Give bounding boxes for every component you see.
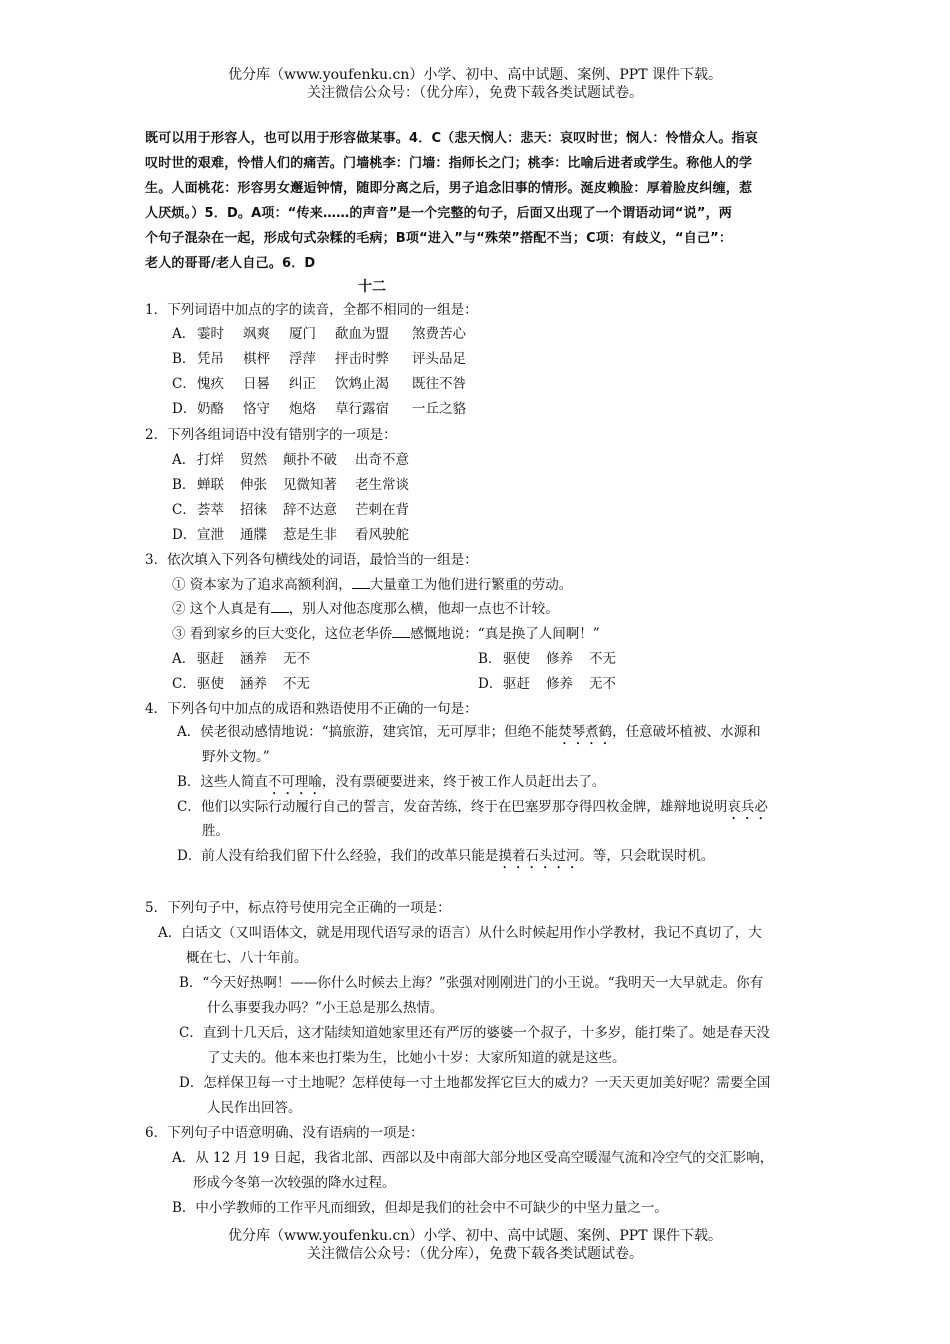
option-text: 中小学教师的工作平凡而细致，但却是我们的社会中不可缺少的中坚力量之一。 (195, 1200, 668, 1216)
option-text: 侯老很动感情地说：“搞旅游，建宾馆，无可厚非；但绝不能 (200, 724, 559, 740)
q2-option-b (172, 476, 409, 495)
option-word: 无不 (283, 651, 310, 667)
option-word: 看风驶舵 (355, 527, 409, 543)
q1-option-d (172, 400, 466, 419)
q5-option-d-cont: 人民作出回答。 (207, 1100, 302, 1116)
option-text: 。 (215, 823, 229, 839)
question-1-stem: 1．下列词语中加点的字的读音，全都不相同的一组是： (145, 302, 478, 318)
option-label: D． (179, 1075, 204, 1091)
option-text: 怎样保卫每一寸土地呢？怎样使每一寸土地都发挥它巨大的威力？一天天更加美好呢？需要全国 (203, 1075, 771, 1091)
q3-option-b (478, 650, 616, 669)
dotted-idiom: 焚琴煮鹤 (558, 724, 613, 740)
option-word: 草行露宿 (335, 401, 389, 417)
q4-option-a (177, 723, 761, 748)
q3-sentence-3 (172, 625, 600, 644)
option-label: D． (478, 676, 503, 692)
option-word: 评头品足 (412, 351, 466, 367)
q5-option-c (179, 1024, 770, 1043)
option-word: 颠扑不破 (283, 452, 337, 468)
q5-option-b (179, 974, 763, 993)
fill-blank (271, 600, 289, 613)
answer-line: 人厌烦。）5．D。A项：“传来……的声音”是一个完整的句子，后面又出现了一个谓语动词“说”，两 (145, 206, 732, 221)
option-label: B． (177, 774, 201, 790)
option-word: 修养 (546, 676, 573, 692)
answer-line: 既可以用于形容人，也可以用于形容做某事。4．C（悲天悯人：悲天：哀叹时世；悯人：怜惜众人。指哀 (145, 131, 758, 146)
option-word: 凭吊 (197, 351, 224, 367)
option-text: 直到十几天后，这才陆续知道她家里还有严厉的婆婆一个叔子，十多岁，能打柴了。她是春天没 (202, 1025, 770, 1041)
option-word: 饮鸩止渴 (335, 376, 389, 392)
option-word: 歃血为盟 (335, 326, 389, 342)
q3-option-c (172, 675, 310, 694)
option-word: 驱赶 (197, 651, 224, 667)
option-word: 通牒 (240, 527, 267, 543)
option-label: C． (172, 376, 196, 392)
option-word: 无不 (589, 676, 616, 692)
header-line-1: 优分库（www.youfenku.cn）小学、初中、高中试题、案例、PPT 课件下载。 (227, 67, 722, 83)
q6-option-a-cont: 形成今冬第一次较强的降水过程。 (193, 1175, 396, 1191)
option-word: 棋枰 (243, 351, 270, 367)
option-word: 蝉联 (197, 477, 224, 493)
option-word: 煞费苦心 (412, 326, 466, 342)
q6-option-b (172, 1199, 668, 1218)
option-label: B． (172, 477, 196, 493)
option-label: D． (177, 848, 202, 864)
sentence-text: ① 资本家为了追求高额利润， (172, 577, 352, 593)
option-text: 。等，只会耽误时机。 (579, 848, 715, 864)
q4-option-d (177, 847, 714, 872)
option-label: B． (478, 651, 502, 667)
option-text: 从 12 月 19 日起，我省北部、西部以及中南部大部分地区受高空暖湿气流和冷空气的交汇影响， (195, 1150, 774, 1166)
answer-line: 叹时世的艰难，怜惜人们的痛苦。门墙桃李：门墙：指师长之门；桃李：比喻后进者或学生。称他人的学 (145, 156, 753, 171)
sentence-text: 大量童工为他们进行繁重的劳动。 (369, 577, 573, 593)
answer-line: 生。人面桃花：形容男女邂逅钟情，随即分离之后，男子追念旧事的情形。涎皮赖脸：厚着脸皮纠缠，惹 (145, 181, 753, 196)
option-word: 修养 (546, 651, 573, 667)
question-3-stem: 3．依次填入下列各句横线处的词语，最恰当的一组是： (145, 552, 478, 568)
fill-blank (352, 576, 370, 589)
option-word: 日晷 (243, 376, 270, 392)
option-word: 驱使 (197, 676, 224, 692)
sentence-text: ③ 看到家乡的巨大变化，这位老华侨 (172, 626, 393, 642)
q2-option-d (172, 526, 409, 545)
dotted-idiom: 摸着石头过河 (498, 848, 580, 864)
q5-option-a-cont: 概在七、八十年前。 (186, 950, 308, 966)
answer-key-paragraph (145, 126, 815, 276)
option-word: 贸然 (240, 452, 267, 468)
option-word: 惹是生非 (283, 527, 337, 543)
q6-option-a (172, 1149, 773, 1168)
option-word: 驱赶 (503, 676, 530, 692)
option-text: ，任意破坏植被、水源和 (612, 724, 761, 740)
option-label: A． (172, 651, 196, 667)
option-label: C． (172, 502, 196, 518)
option-word: 招徕 (240, 502, 267, 518)
question-5-stem: 5．下列句子中，标点符号使用完全正确的一项是： (145, 900, 451, 916)
option-word: 打烊 (197, 452, 224, 468)
option-word: 涵养 (240, 676, 267, 692)
option-label: A． (172, 1150, 196, 1166)
sentence-text: ，别人对他态度那么横，他却一点也不计较。 (288, 601, 559, 617)
q4-option-b (177, 773, 605, 798)
sentence-text: 感慨地说：“真是换了人间啊！” (410, 626, 600, 642)
option-word: 不无 (283, 676, 310, 692)
q3-option-d (478, 675, 616, 694)
option-label: C． (172, 676, 196, 692)
option-word: 不无 (589, 651, 616, 667)
footer-line-2: 关注微信公众号：（优分库），免费下载各类试题试卷。 (307, 1246, 643, 1262)
option-label: A． (177, 724, 201, 740)
option-word: 荟萃 (197, 502, 224, 518)
answer-line: 个句子混杂在一起，形成句式杂糅的毛病；B项“进入”与“殊荣”搭配不当；C项：有歧义，“自己”： (145, 231, 733, 246)
option-label: D． (172, 401, 197, 417)
option-text: 白话文（又叫语体文，就是用现代语写录的语言）从什么时候起用作小学教材，我记不真切了，大 (181, 925, 762, 941)
option-word: 抨击时弊 (335, 351, 389, 367)
sentence-text: ② 这个人真是有 (172, 601, 271, 617)
option-label: A． (172, 452, 196, 468)
option-label: A． (158, 925, 182, 941)
option-word: 炮烙 (289, 401, 316, 417)
option-word: 芒刺在背 (355, 502, 409, 518)
option-text: 胜 (202, 823, 216, 839)
page-footer (0, 1227, 950, 1263)
option-word: 浮萍 (289, 351, 316, 367)
option-text: 这些人简直 (200, 774, 268, 790)
q4-option-a-cont: 野外文物。” (202, 749, 270, 765)
option-word: 辞不达意 (283, 502, 337, 518)
header-line-2: 关注微信公众号：（优分库），免费下载各类试题试卷。 (307, 85, 643, 101)
q4-option-c-cont (202, 822, 229, 841)
option-word: 既往不咎 (412, 376, 466, 392)
q5-option-b-cont: 什么事要我办吗？”小王总是那么热情。 (207, 1000, 444, 1016)
option-label: C． (179, 1025, 203, 1041)
option-word: 见微知著 (283, 477, 337, 493)
section-title: 十二 (358, 279, 386, 295)
q3-option-a (172, 650, 310, 669)
q3-sentence-1 (172, 576, 572, 595)
option-text: ，没有票硬要进来，终于被工作人员赶出去了。 (321, 774, 606, 790)
option-word: 奶酪 (197, 401, 224, 417)
q1-option-c (172, 375, 466, 394)
question-4-stem: 4．下列各句中加点的成语和熟语使用不正确的一句是： (145, 701, 478, 717)
dotted-idiom: 哀兵必 (727, 799, 768, 815)
option-word: 出奇不意 (355, 452, 409, 468)
q1-option-b (172, 350, 466, 369)
option-word: 恪守 (243, 401, 270, 417)
option-text: 前人没有给我们留下什么经验，我们的改革只能是 (201, 848, 499, 864)
q3-sentence-2 (172, 600, 559, 619)
option-label: D． (172, 527, 197, 543)
option-word: 厦门 (289, 326, 316, 342)
answer-line: 老人的哥哥/老人自己。6．D (145, 256, 316, 271)
question-6-stem: 6．下列句子中语意明确、没有语病的一项是： (145, 1125, 424, 1141)
question-2-stem: 2．下列各组词语中没有错别字的一项是： (145, 427, 397, 443)
q4-option-c (177, 798, 768, 823)
option-label: A． (172, 326, 196, 342)
option-text: “今天好热啊！——你什么时候去上海？”张强对刚刚进门的小王说。“我明天一大早就走。你有 (202, 975, 764, 991)
option-word: 一丘之貉 (412, 401, 466, 417)
q2-option-c (172, 501, 409, 520)
option-label: B． (172, 351, 196, 367)
option-word: 伸张 (240, 477, 267, 493)
q5-option-d (179, 1074, 770, 1093)
option-word: 涵养 (240, 651, 267, 667)
option-label: B． (172, 1200, 196, 1216)
q5-option-a (158, 924, 762, 943)
option-text: 他们以实际行动履行自己的誓言，发奋苦练，终于在巴塞罗那夺得四枚金牌，雄辩地说明 (200, 799, 728, 815)
option-word: 纠正 (289, 376, 316, 392)
option-word: 愧疚 (197, 376, 224, 392)
option-word: 霎时 (197, 326, 224, 342)
page-header (0, 66, 950, 102)
option-word: 老生常谈 (355, 477, 409, 493)
q2-option-a (172, 451, 409, 470)
option-label: B． (179, 975, 203, 991)
q5-option-c-cont: 了丈夫的。他本来也打柴为生，比她小十岁：大家所知道的就是这些。 (207, 1050, 626, 1066)
option-word: 飒爽 (243, 326, 270, 342)
dotted-idiom: 不可理喻 (267, 774, 322, 790)
option-label: C． (177, 799, 201, 815)
footer-line-1: 优分库（www.youfenku.cn）小学、初中、高中试题、案例、PPT 课件下载。 (227, 1228, 722, 1244)
option-word: 宣泄 (197, 527, 224, 543)
fill-blank (392, 625, 410, 638)
option-word: 驱使 (503, 651, 530, 667)
q1-option-a (172, 325, 466, 344)
